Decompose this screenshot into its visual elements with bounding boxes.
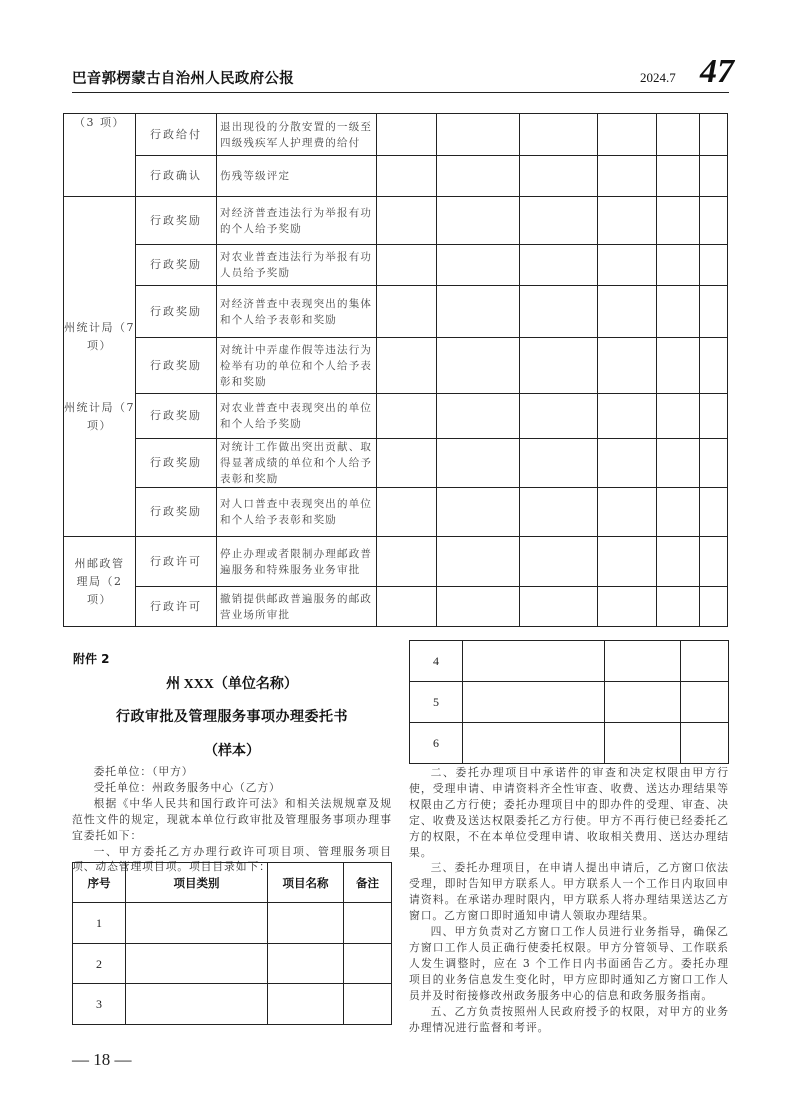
agent-line: 受托单位：州政务服务中心（乙方） bbox=[93, 780, 281, 794]
table-row bbox=[410, 682, 729, 723]
project-table bbox=[72, 862, 392, 1025]
table-row bbox=[64, 394, 728, 439]
item-cell: 对经济普查中表现突出的集体和个人给予表彰和奖励 bbox=[217, 286, 377, 338]
issue-date: 2024.7 bbox=[640, 70, 676, 85]
category-cell: 行政奖励 bbox=[136, 488, 217, 537]
category-cell: 行政奖励 bbox=[136, 439, 217, 488]
project-table-continued bbox=[409, 640, 729, 764]
category-cell: 行政许可 bbox=[136, 587, 217, 627]
attachment-title-sample: （样本） bbox=[204, 743, 260, 759]
clause-five: 五、乙方负责按照州人民政府授予的权限，对甲方的业务办理情况进行监督和考评。 bbox=[409, 1004, 729, 1034]
table-row bbox=[64, 245, 728, 286]
table-row bbox=[73, 944, 392, 984]
dept-cell bbox=[64, 197, 136, 537]
attachment-title-unit: 州 XXX（单位名称） bbox=[166, 677, 298, 692]
header-category: 项目类别 bbox=[126, 863, 268, 903]
seq-cell: 2 bbox=[73, 944, 126, 984]
table-header-row bbox=[73, 863, 392, 903]
table-row bbox=[64, 439, 728, 488]
clause-one: 一、甲方委托乙方办理行政许可项目项、管理服务项目项、动态管理项目项。项目目录如下： bbox=[72, 844, 392, 874]
items-table bbox=[63, 113, 728, 627]
category-cell: 行政奖励 bbox=[136, 286, 217, 338]
category-cell: 行政确认 bbox=[136, 156, 217, 197]
category-cell: 行政奖励 bbox=[136, 394, 217, 439]
item-cell: 退出现役的分散安置的一级至四级残疾军人护理费的给付 bbox=[217, 114, 377, 156]
seq-cell: 4 bbox=[410, 641, 463, 682]
dept-cell: （3 项） bbox=[64, 114, 136, 197]
table-row bbox=[64, 537, 728, 587]
table-row bbox=[64, 587, 728, 627]
header-remark: 备注 bbox=[344, 863, 392, 903]
item-cell: 停止办理或者限制办理邮政普遍服务和特殊服务业务审批 bbox=[217, 537, 377, 587]
right-body bbox=[409, 765, 729, 1035]
clause-four: 四、甲方负责对乙方窗口工作人员进行业务指导，确保乙方窗口工作人员正确行使委托权限。甲方分管领导、工作联系人发生调整时，应在 3 个工作日内书面函告乙方。委托办理项目的业务信息发生变化时，甲方应即时通知乙方窗口工作人员并及时衔接修改州政务服务中心的信息和政务服务指南。 bbox=[409, 925, 729, 1002]
dept-label-repeat: 州统计局（7 项） bbox=[64, 400, 135, 432]
dept-label: 州统计局（7 项） bbox=[64, 320, 135, 352]
basis-paragraph: 根据《中华人民共和国行政许可法》和相关法规规章及规范性文件的规定，现就本单位行政审批及管理服务事项办理事宜委托如下： bbox=[72, 796, 392, 842]
item-cell: 对统计中弄虚作假等违法行为检举有功的单位和个人给予表彰和奖励 bbox=[217, 338, 377, 394]
table-row bbox=[73, 903, 392, 944]
table-row bbox=[64, 338, 728, 394]
left-body bbox=[72, 764, 392, 875]
header-rule bbox=[72, 92, 729, 93]
page-mark: 47 bbox=[700, 53, 734, 90]
category-cell: 行政奖励 bbox=[136, 338, 217, 394]
table-row bbox=[64, 156, 728, 197]
category-cell: 行政奖励 bbox=[136, 245, 217, 286]
item-cell: 伤残等级评定 bbox=[217, 156, 377, 197]
clause-two: 二、委托办理项目中承诺件的审查和决定权限由甲方行使，受理申请、申请资料齐全性审查、收费、送达办理结果等权限由乙方行使；委托办理项目中的即办件的受理、审查、决定、收费及送达权限委托乙方行使。甲方不再行使已经委托乙方的权限，不在本单位受理申请、收取相关费用、送达办理结果。 bbox=[409, 766, 729, 859]
seq-cell: 3 bbox=[73, 984, 126, 1025]
publication-title: 巴音郭楞蒙古自治州人民政府公报 bbox=[72, 71, 294, 87]
item-cell: 对人口普查中表现突出的单位和个人给予表彰和奖励 bbox=[217, 488, 377, 537]
item-cell: 对农业普查违法行为举报有功人员给予奖励 bbox=[217, 245, 377, 286]
header-name: 项目名称 bbox=[268, 863, 344, 903]
seq-cell: 1 bbox=[73, 903, 126, 944]
item-cell: 对统计工作做出突出贡献、取得显著成绩的单位和个人给予表彰和奖励 bbox=[217, 439, 377, 488]
category-cell: 行政许可 bbox=[136, 537, 217, 587]
table-row bbox=[64, 488, 728, 537]
seq-cell: 6 bbox=[410, 723, 463, 764]
table-row bbox=[410, 723, 729, 764]
table-row bbox=[73, 984, 392, 1025]
table-row bbox=[64, 286, 728, 338]
header-seq: 序号 bbox=[73, 863, 126, 903]
clause-three: 三、委托办理项目，在申请人提出申请后，乙方窗口依法受理，即时告知甲方联系人。甲方联系人一个工作日内取回申请资料。在承诺办理时限内，甲方联系人将办理结果送达乙方窗口。乙方窗口即时通知申请人领取办理结果。 bbox=[409, 861, 729, 923]
seq-cell: 5 bbox=[410, 682, 463, 723]
table-row bbox=[64, 114, 728, 156]
item-cell: 撤销提供邮政普遍服务的邮政营业场所审批 bbox=[217, 587, 377, 627]
category-cell: 行政奖励 bbox=[136, 197, 217, 245]
principal-line: 委托单位：（甲方） bbox=[93, 765, 194, 778]
attachment-label: 附件 2 bbox=[73, 652, 110, 666]
item-cell: 对经济普查违法行为举报有功的个人给予奖励 bbox=[217, 197, 377, 245]
attachment-title-main: 行政审批及管理服务事项办理委托书 bbox=[116, 709, 348, 725]
category-cell: 行政给付 bbox=[136, 114, 217, 156]
table-row bbox=[410, 641, 729, 682]
dept-cell: 州邮政管理局（2 项） bbox=[64, 537, 136, 627]
table-row bbox=[64, 197, 728, 245]
page-number: — 18 — bbox=[72, 1050, 132, 1069]
item-cell: 对农业普查中表现突出的单位和个人给予奖励 bbox=[217, 394, 377, 439]
